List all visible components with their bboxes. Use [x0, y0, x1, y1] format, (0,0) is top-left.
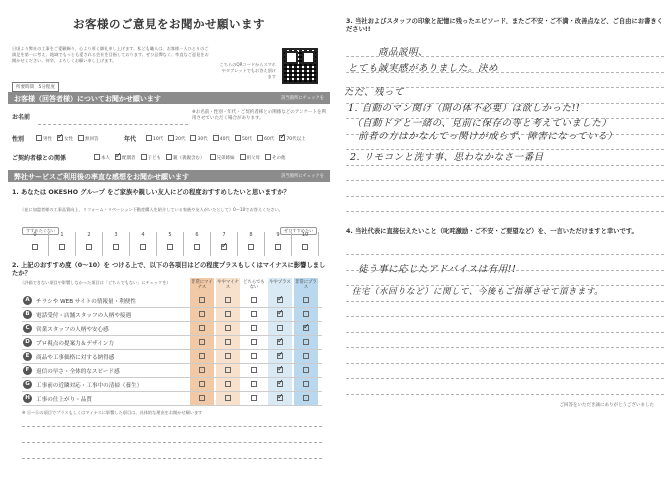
scale-cell[interactable] — [265, 232, 292, 256]
impact-checkbox[interactable] — [251, 367, 257, 373]
relation-option[interactable] — [240, 156, 261, 161]
answer-line[interactable] — [346, 196, 664, 197]
checkbox[interactable] — [190, 135, 196, 141]
handwritten-answer: 住宅（水回りなど）に関して、今後もご指導させて頂きます。 — [352, 287, 604, 298]
impact-checkbox[interactable] — [251, 325, 257, 331]
impact-checkbox[interactable] — [225, 353, 231, 359]
question-4-number: 4. — [346, 228, 353, 235]
impact-checkbox[interactable] — [251, 339, 257, 345]
impact-checkbox[interactable] — [303, 325, 309, 331]
scale-number: 6 — [195, 232, 199, 238]
age-option-label: 10代 — [153, 136, 164, 142]
scale-number: 7 — [222, 232, 226, 238]
impact-checkbox[interactable] — [303, 381, 309, 387]
relation-option[interactable] — [115, 156, 136, 161]
impact-checkbox[interactable] — [199, 339, 205, 345]
impact-row — [22, 378, 322, 392]
question-2-text: 上記のおすすめ度（0〜10）を つける上で、以下の各項目はどの程度プラスもしくはマイナスに影響しましたか？ — [12, 262, 326, 277]
impact-checkbox[interactable] — [225, 395, 231, 401]
scale-number: 10 — [301, 232, 309, 238]
age-option[interactable] — [190, 137, 207, 142]
impact-checkbox[interactable] — [225, 311, 231, 317]
scale-cell[interactable] — [49, 232, 76, 256]
scale-cell[interactable] — [22, 232, 49, 256]
item-badge: A — [23, 296, 32, 305]
scale-cell[interactable] — [130, 232, 157, 256]
relation-option-label: 配偶者 — [122, 155, 136, 161]
relation-option[interactable] — [166, 156, 205, 161]
impact-checkbox[interactable] — [251, 381, 257, 387]
checkbox[interactable] — [235, 135, 241, 141]
scale-checkbox[interactable] — [86, 244, 92, 250]
name-label: お名前 — [12, 114, 31, 121]
answer-line[interactable] — [346, 165, 664, 166]
checkbox[interactable] — [213, 135, 219, 141]
recommend-scale — [22, 232, 322, 258]
checkbox[interactable] — [94, 154, 100, 160]
impact-checkbox[interactable] — [277, 297, 283, 303]
impact-row — [22, 294, 322, 308]
impact-checkbox[interactable] — [303, 297, 309, 303]
checkbox[interactable] — [168, 135, 174, 141]
question-3-text: 当社およびスタッフの印象と記憶に残ったエピソード、またご不安・ご不満・改善点など、ご自由にお書きください!! — [346, 18, 663, 33]
impact-checkbox[interactable] — [251, 395, 257, 401]
scale-checkbox[interactable] — [32, 244, 38, 250]
scale-cell[interactable] — [76, 232, 103, 256]
impact-checkbox[interactable] — [277, 325, 283, 331]
reason-note: ※ ⓐ〜ⓗの項目でプラスもしくはマイナスに影響した項目は、具体的な理由をお聞かせ願います — [22, 410, 203, 415]
scale-cell[interactable] — [238, 232, 265, 256]
relation-option-label: 祖父母 — [246, 155, 260, 161]
question-1 — [12, 189, 328, 197]
checkbox[interactable] — [115, 154, 121, 160]
relation-option-label: 子ども — [147, 155, 161, 161]
scale-checkbox[interactable] — [248, 244, 254, 250]
age-option-label: 50代 — [241, 136, 253, 142]
question-4-text: 当社代表に直接伝えたいこと（叱咤激励・ご不安・ご要望など）を、一言いただけますと幸いです。 — [354, 228, 638, 235]
impact-checkbox[interactable] — [199, 353, 205, 359]
question-1-text: あなたは OKESHO グループ をご家族や親しい友人にどの程度おすすめしたいと思いますか？ — [20, 189, 290, 196]
column-header: ややプラス — [268, 278, 292, 294]
answer-line[interactable] — [346, 254, 664, 255]
relation-option[interactable] — [265, 156, 286, 161]
age-label: 年代 — [124, 136, 137, 143]
item-label: 商品や工事価格に対する納得感 — [36, 355, 115, 361]
impact-checkbox[interactable] — [303, 395, 309, 401]
answer-line[interactable] — [346, 363, 664, 364]
age-option[interactable] — [235, 137, 252, 142]
handwritten-answer: 徒う事に応じたアドバイスは有用!! — [358, 263, 517, 275]
column-header: どちらでもない — [242, 278, 266, 294]
impact-checkbox[interactable] — [251, 353, 257, 359]
intro-text: 日頃より弊社の工事をご愛顧賜り、心より厚く御礼申し上げます。私ども職人は、お客様一人ひとりのご満足を第一に考え、地域でもっとも愛される会社を目指しております。ぜひ忌憚なく、率直なご意見をお聞かせください。何卒、よろしくお願い申し上げます。 — [12, 46, 209, 63]
gender-option-label: 男性 — [43, 136, 52, 142]
scale-high-label: ぜひすすめたい — [280, 227, 317, 235]
impact-row — [22, 364, 322, 378]
scale-cell[interactable] — [157, 232, 184, 256]
age-option[interactable] — [168, 137, 185, 142]
item-label: 工事の仕上がり・品質 — [36, 397, 92, 403]
answer-line[interactable] — [346, 347, 664, 348]
impact-row — [22, 322, 322, 336]
checkbox[interactable] — [141, 154, 147, 160]
section-respondent-title: お客様（回答者様）についてお聞かせ願います — [14, 95, 161, 103]
impact-checkbox[interactable] — [277, 353, 283, 359]
question-3 — [346, 18, 664, 34]
impact-checkbox[interactable] — [277, 311, 283, 317]
scale-checkbox[interactable] — [167, 244, 173, 250]
handwritten-answer: ただ、残って — [344, 87, 405, 99]
scale-number: 2 — [87, 232, 91, 238]
item-badge: G — [23, 380, 32, 389]
impact-checkbox[interactable] — [225, 325, 231, 331]
checkbox[interactable] — [257, 135, 263, 141]
item-label: チラシや WEB サイトの情報量・利便性 — [36, 299, 136, 305]
gender-option-label: 無回答 — [85, 136, 99, 142]
question-2 — [12, 262, 328, 278]
impact-checkbox[interactable] — [303, 339, 309, 345]
gender-option-label: 女性 — [64, 136, 73, 142]
relation-option-label: 兄弟姉妹 — [216, 155, 235, 161]
scale-checkbox[interactable] — [302, 244, 308, 250]
checkbox[interactable] — [210, 154, 216, 160]
scale-checkbox[interactable] — [140, 244, 146, 250]
question-3-number: 3. — [346, 18, 353, 25]
answer-line[interactable] — [346, 394, 664, 395]
item-badge: E — [23, 352, 32, 361]
handwritten-answer: 前者の方はかなんてっ関けが成らず、障害になっている） — [358, 130, 618, 142]
impact-checkbox[interactable] — [277, 367, 283, 373]
age-option[interactable] — [213, 137, 230, 142]
scale-cell[interactable] — [184, 232, 211, 256]
answer-line[interactable] — [346, 316, 664, 317]
item-label: 電話受付・店舗スタッフの人柄や接遇 — [36, 313, 132, 319]
item-label: 工事前の近隣対応・工事中の清掃（養生） — [36, 383, 143, 389]
time-estimate: 所要時間 5分程度 — [12, 82, 59, 92]
relation-option[interactable] — [141, 156, 162, 161]
thanks-footer: ご回答をいただき誠にありがとうございました — [559, 403, 654, 408]
impact-row — [22, 350, 322, 364]
handwritten-answer: とても誠実感がありました。決め — [348, 62, 499, 74]
relation-options — [94, 154, 291, 161]
impact-checkbox[interactable] — [251, 311, 257, 317]
answer-line[interactable] — [346, 332, 664, 333]
impact-checkbox[interactable] — [225, 339, 231, 345]
section-impression-bar — [8, 170, 330, 182]
impact-checkbox[interactable] — [199, 367, 205, 373]
relation-option-label: その他 — [272, 155, 286, 161]
item-badge: B — [23, 310, 32, 319]
reason-line-3[interactable] — [22, 458, 322, 459]
impact-checkbox[interactable] — [199, 297, 205, 303]
relation-option-label: 本人 — [101, 155, 110, 161]
qr-note: こちらのQRコードからスマホやタブレットでもお答え頂けます — [219, 62, 276, 79]
impact-checkbox[interactable] — [225, 297, 231, 303]
question-1-sub: （並に加盟者様の工事品質向上、リフォーム・リペーション不動産購入を紹介している家族や友人がいたとして）0〜10でお答えください。 — [20, 207, 283, 212]
handwritten-answer: 2. リモコンと洗す事、思わなかなさ一番目 — [350, 152, 544, 164]
scale-number: 9 — [276, 232, 280, 238]
column-header: 非常にプラス — [294, 278, 318, 294]
item-label: プロ視点の提案力＆デザイン力 — [36, 341, 114, 347]
scale-low-label: すすめたくない — [22, 227, 59, 235]
checkbox[interactable] — [265, 154, 271, 160]
question-1-number: 1. — [12, 189, 19, 196]
item-badge: F — [23, 366, 32, 375]
scale-checkbox[interactable] — [221, 244, 227, 250]
section-impression-title: 弊社サービスご利用後の率直な感想をお聞かせ願います — [14, 173, 189, 181]
right-column — [338, 6, 664, 476]
checkbox[interactable] — [36, 135, 42, 141]
question-2-sub: （評価できない項目や影響しなかった項目は「どちらでもない」にチェックを） — [20, 280, 171, 285]
scale-checkbox[interactable] — [59, 244, 65, 250]
handwritten-answer: （自動ドアと一緒の、見前に保存の等と考えていました） — [352, 118, 612, 130]
column-header: 非常にマイナス — [190, 278, 214, 294]
impact-checkbox[interactable] — [303, 367, 309, 373]
handwritten-answer: 商品説明、 — [378, 47, 429, 58]
item-label: 返信の早さ・全体的なスピード感 — [36, 369, 120, 375]
name-note: ※お名前・性別・年代・ご契約者様との関係などのアンケートを利用させていただく場合があります。 — [192, 110, 326, 121]
impact-checkbox[interactable] — [225, 367, 231, 373]
impact-checkbox[interactable] — [303, 311, 309, 317]
impact-row — [22, 308, 322, 322]
item-badge: H — [23, 394, 32, 403]
item-badge: D — [23, 338, 32, 347]
relation-option-label: 親（義親含む） — [173, 155, 205, 161]
relation-label: ご契約者様との関係 — [12, 155, 67, 162]
left-column — [8, 6, 330, 476]
answer-line[interactable] — [346, 211, 664, 212]
scale-number: 4 — [141, 232, 145, 238]
age-option[interactable] — [146, 137, 163, 142]
scale-number: 8 — [249, 232, 253, 238]
gender-option[interactable] — [57, 137, 73, 142]
answer-line[interactable] — [346, 378, 664, 379]
name-field[interactable] — [38, 124, 188, 125]
impact-checkbox[interactable] — [199, 381, 205, 387]
scale-number: 5 — [168, 232, 172, 238]
check-hint: 該当箇所にチェックを — [281, 96, 324, 101]
relation-option[interactable] — [210, 156, 235, 161]
impact-row — [22, 336, 322, 350]
impact-checkbox[interactable] — [225, 381, 231, 387]
impact-checkbox[interactable] — [199, 325, 205, 331]
age-option[interactable] — [279, 137, 305, 142]
age-option-label: 70代以上 — [286, 136, 306, 142]
answer-line[interactable] — [346, 180, 664, 181]
gender-option[interactable] — [78, 137, 99, 142]
impact-checkbox[interactable] — [277, 381, 283, 387]
age-option[interactable] — [257, 137, 274, 142]
scale-checkbox[interactable] — [194, 244, 200, 250]
impact-checkbox[interactable] — [251, 297, 257, 303]
question-2-number: 2. — [12, 262, 19, 269]
scale-number: 3 — [114, 232, 118, 238]
checkbox[interactable] — [146, 135, 152, 141]
page-title: お客様のご意見をお聞かせ願います — [73, 17, 265, 31]
checkbox[interactable] — [78, 135, 84, 141]
item-badge: C — [23, 324, 32, 333]
checkbox[interactable] — [57, 135, 63, 141]
scale-cell[interactable] — [103, 232, 130, 256]
check-hint-2: 該当箇所にチェックを — [281, 174, 324, 179]
age-options — [146, 135, 311, 142]
gender-option[interactable] — [36, 137, 52, 142]
impact-checkbox[interactable] — [199, 395, 205, 401]
scale-checkbox[interactable] — [275, 244, 281, 250]
impact-checkbox[interactable] — [277, 395, 283, 401]
scale-number: 1 — [60, 232, 64, 238]
scale-number: 0 — [33, 232, 37, 238]
reason-line-2[interactable] — [22, 442, 322, 443]
scale-checkbox[interactable] — [113, 244, 119, 250]
checkbox[interactable] — [240, 154, 246, 160]
column-header: ややマイナス — [216, 278, 240, 294]
qr-code-icon[interactable] — [282, 48, 318, 84]
reason-line-1[interactable] — [22, 426, 322, 427]
question-4 — [346, 228, 664, 236]
age-option-label: 40代 — [219, 136, 230, 142]
impact-checkbox[interactable] — [303, 353, 309, 359]
scale-cell[interactable] — [211, 232, 238, 256]
checkbox[interactable] — [166, 154, 172, 160]
item-label: 営業スタッフの人柄や安心感 — [36, 327, 109, 333]
impact-row — [22, 392, 322, 406]
impact-checkbox[interactable] — [199, 311, 205, 317]
relation-option[interactable] — [94, 156, 110, 161]
age-option-label: 60代 — [264, 136, 275, 142]
answer-line[interactable] — [346, 301, 664, 302]
handwritten-answer: 1. 自動のマン関け（開の体不必要）は欲しかった!! — [348, 102, 581, 114]
age-option-label: 30代 — [197, 136, 208, 142]
section-respondent-bar — [8, 92, 330, 104]
scale-cell[interactable] — [292, 232, 319, 256]
gender-options — [36, 135, 104, 142]
gender-label: 性別 — [12, 136, 25, 143]
checkbox[interactable] — [279, 135, 285, 141]
impact-checkbox[interactable] — [277, 339, 283, 345]
age-option-label: 20代 — [175, 136, 186, 142]
